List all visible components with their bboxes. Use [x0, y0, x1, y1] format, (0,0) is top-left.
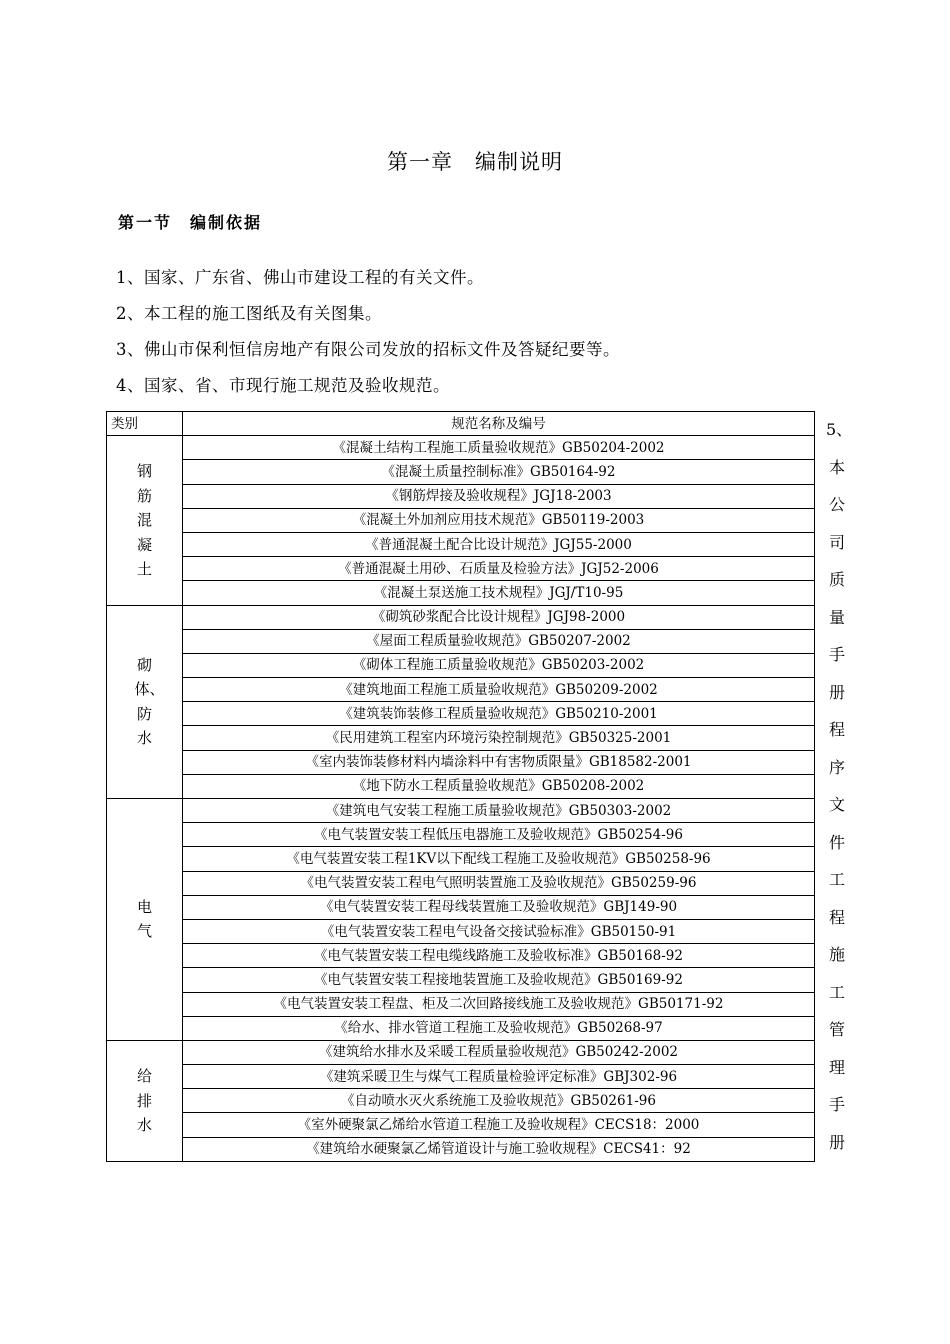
standard-cell: 《建筑采暖卫生与煤气工程质量检验评定标准》GBJ302-96	[183, 1065, 815, 1089]
table-row	[107, 460, 815, 484]
table-row	[107, 484, 815, 508]
basis-item: 4、国家、省、市现行施工规范及验收规范。	[116, 376, 450, 395]
category-label: 给排水	[136, 1067, 152, 1135]
standard-cell: 《建筑装饰装修工程质量验收规范》GB50210-2001	[183, 702, 815, 726]
table-row	[107, 919, 815, 943]
standard-cell: 《地下防水工程质量验收规范》GB50208-2002	[183, 774, 815, 798]
table-header-row	[107, 412, 815, 436]
chapter-title: 第一章 编制说明	[387, 150, 563, 174]
table-row	[107, 968, 815, 992]
table-row	[107, 992, 815, 1016]
standard-cell: 《混凝土质量控制标准》GB50164-92	[183, 460, 815, 484]
table-row	[107, 1113, 815, 1137]
basis-item: 1、国家、广东省、佛山市建设工程的有关文件。	[116, 268, 484, 287]
standard-cell: 《给水、排水管道工程施工及验收规范》GB50268-97	[183, 1016, 815, 1040]
standards-table	[106, 411, 815, 1162]
table-row	[107, 774, 815, 798]
table-row	[107, 799, 815, 823]
standard-cell: 《建筑电气安装工程施工质量验收规范》GB50303-2002	[183, 799, 815, 823]
table-row	[107, 702, 815, 726]
table-row	[107, 895, 815, 919]
table-row	[107, 629, 815, 653]
category-cell	[107, 605, 183, 799]
standard-cell: 《电气装置安装工程电气设备交接试验标准》GB50150-91	[183, 919, 815, 943]
standard-cell: 《混凝土结构工程施工质量验收规范》GB50204-2002	[183, 436, 815, 460]
standard-cell: 《混凝土泵送施工技术规程》JGJ/T10-95	[183, 581, 815, 605]
basis-item: 2、本工程的施工图纸及有关图集。	[116, 304, 382, 323]
category-cell	[107, 436, 183, 605]
standard-cell: 《普通混凝土配合比设计规范》JGJ55-2000	[183, 532, 815, 556]
standard-cell: 《建筑给水硬聚氯乙烯管道设计与施工验收规程》CECS41：92	[183, 1137, 815, 1161]
standard-cell: 《电气装置安装工程低压电器施工及验收规范》GB50254-96	[183, 823, 815, 847]
table-row	[107, 750, 815, 774]
basis-item: 3、佛山市保利恒信房地产有限公司发放的招标文件及答疑纪要等。	[116, 340, 620, 359]
standard-cell: 《室外硬聚氯乙烯给水管道工程施工及验收规程》CECS18：2000	[183, 1113, 815, 1137]
table-row	[107, 605, 815, 629]
category-cell	[107, 1040, 183, 1161]
category-label: 钢筋混凝土	[136, 462, 152, 579]
table-row	[107, 1016, 815, 1040]
header-category: 类别	[107, 412, 183, 436]
table-row	[107, 532, 815, 556]
standard-cell: 《混凝土外加剂应用技术规范》GB50119-2003	[183, 508, 815, 532]
header-standard: 规范名称及编号	[183, 412, 815, 436]
basis-list	[116, 262, 620, 406]
table-row	[107, 944, 815, 968]
standard-cell: 《电气装置安装工程接地装置施工及验收规范》GB50169-92	[183, 968, 815, 992]
standard-cell: 《建筑给水排水及采暖工程质量验收规范》GB50242-2002	[183, 1040, 815, 1064]
table-row	[107, 436, 815, 460]
table-row	[107, 726, 815, 750]
standard-cell: 《建筑地面工程施工质量验收规范》GB50209-2002	[183, 678, 815, 702]
category-label: 砌体、防水	[134, 655, 165, 748]
standard-cell: 《电气装置安装工程1KV以下配线工程施工及验收规范》GB50258-96	[183, 847, 815, 871]
table-row	[107, 678, 815, 702]
standard-cell: 《电气装置安装工程母线装置施工及验收规范》GBJ149-90	[183, 895, 815, 919]
standard-cell: 《屋面工程质量验收规范》GB50207-2002	[183, 629, 815, 653]
table-row	[107, 508, 815, 532]
standard-cell: 《室内装饰装修材料内墙涂料中有害物质限量》GB18582-2001	[183, 750, 815, 774]
section-title: 第一节 编制依据	[118, 213, 263, 232]
table-row	[107, 823, 815, 847]
standard-cell: 《电气装置安装工程电气照明装置施工及验收规范》GB50259-96	[183, 871, 815, 895]
standard-cell: 《钢筋焊接及验收规程》JGJ18-2003	[183, 484, 815, 508]
standard-cell: 《普通混凝土用砂、石质量及检验方法》JGJ52-2006	[183, 557, 815, 581]
standard-cell: 《民用建筑工程室内环境污染控制规范》GB50325-2001	[183, 726, 815, 750]
table-row	[107, 1137, 815, 1161]
category-label: 电气	[136, 897, 152, 941]
category-cell	[107, 799, 183, 1041]
table-row	[107, 847, 815, 871]
table-row	[107, 871, 815, 895]
table-row	[107, 1089, 815, 1113]
standard-cell: 《电气装置安装工程盘、柜及二次回路接线施工及验收规范》GB50171-92	[183, 992, 815, 1016]
table-row	[107, 557, 815, 581]
standard-cell: 《电气装置安装工程电缆线路施工及验收标准》GB50168-92	[183, 944, 815, 968]
table-row	[107, 653, 815, 677]
standard-cell: 《砌体工程施工质量验收规范》GB50203-2002	[183, 653, 815, 677]
table-row	[107, 1065, 815, 1089]
side-note: 5、本公司质量手册程序文件工程施工管理手册	[826, 420, 853, 1152]
table-row	[107, 1040, 815, 1064]
standard-cell: 《砌筑砂浆配合比设计规程》JGJ98-2000	[183, 605, 815, 629]
table-row	[107, 581, 815, 605]
standard-cell: 《自动喷水灭火系统施工及验收规范》GB50261-96	[183, 1089, 815, 1113]
